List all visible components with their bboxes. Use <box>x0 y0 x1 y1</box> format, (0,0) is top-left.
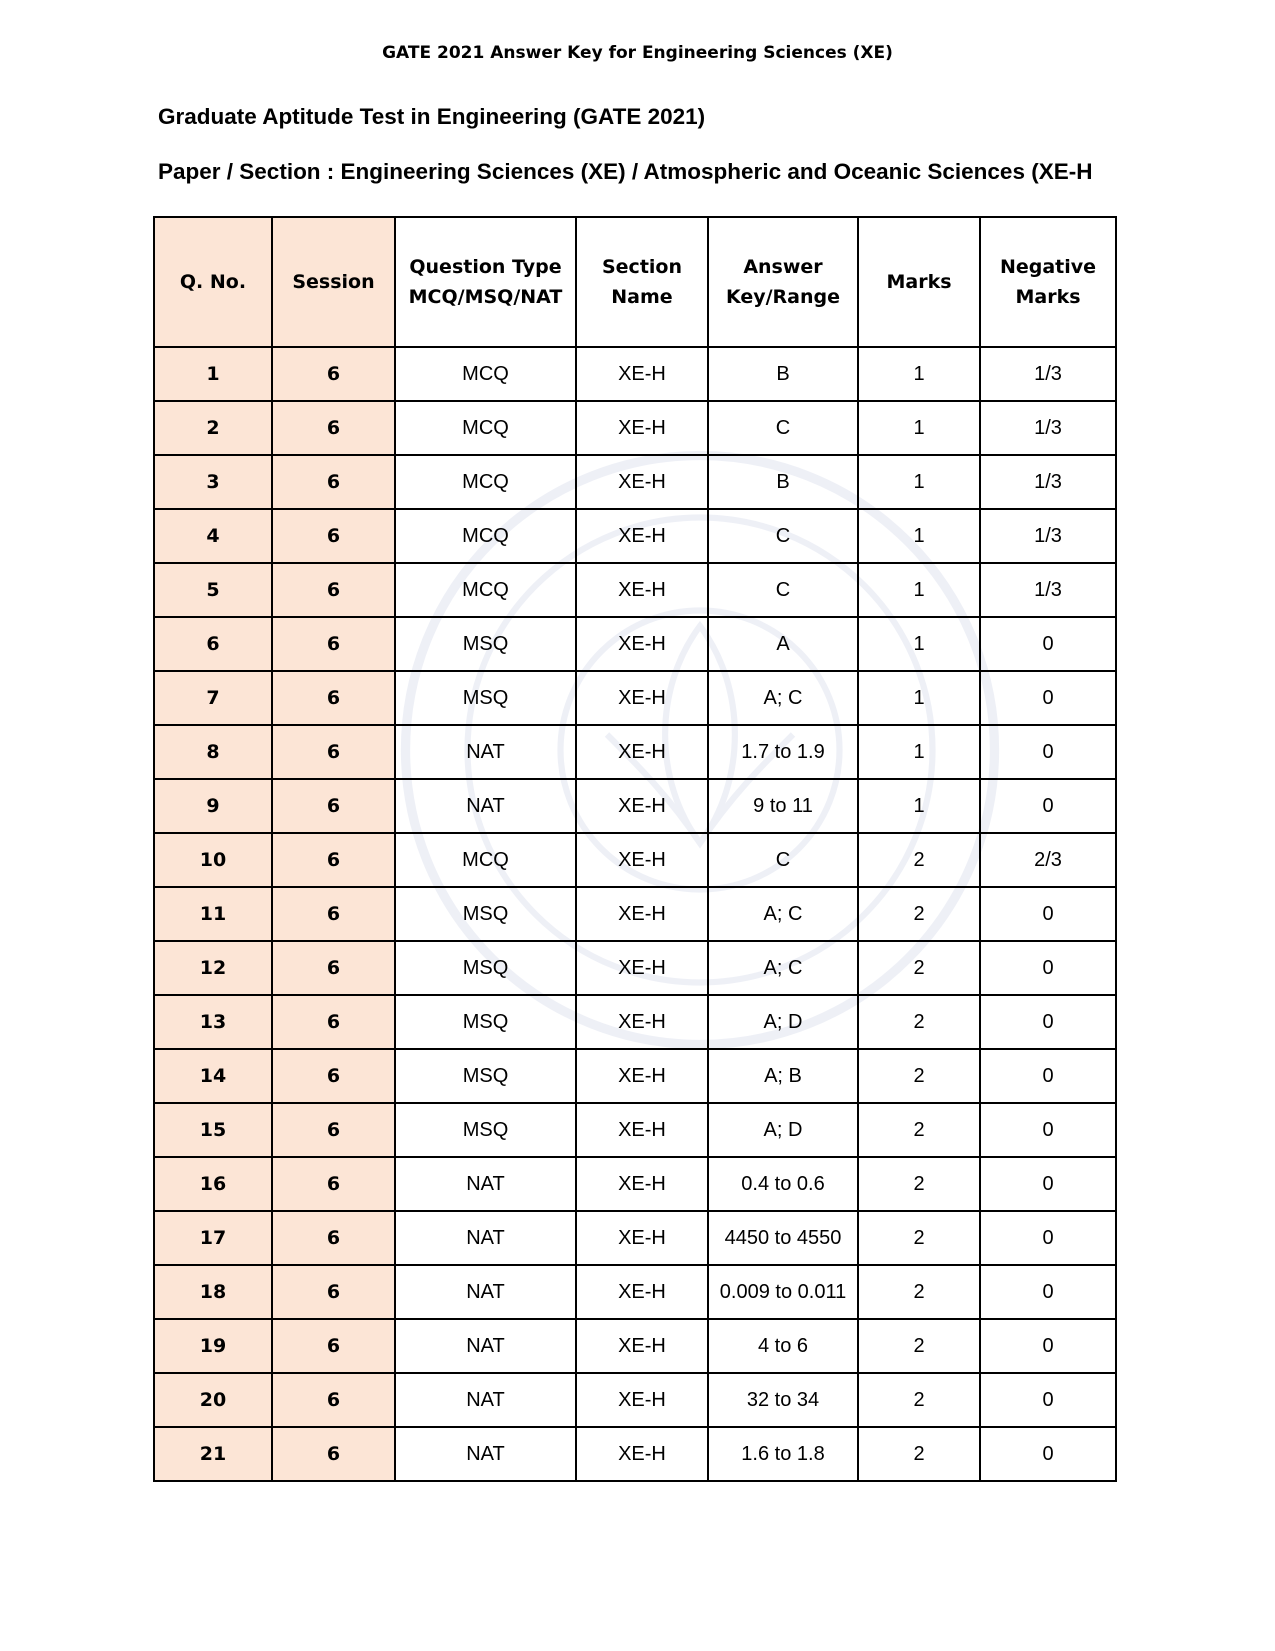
cell-marks: 2 <box>858 1211 980 1265</box>
cell-negative-marks: 0 <box>980 1373 1116 1427</box>
table-row <box>154 401 1116 455</box>
table-row <box>154 617 1116 671</box>
cell-negative-marks: 0 <box>980 941 1116 995</box>
cell-q-no: 18 <box>154 1265 272 1319</box>
table-row <box>154 671 1116 725</box>
cell-question-type: NAT <box>395 1373 576 1427</box>
table-row <box>154 1373 1116 1427</box>
cell-question-type: MSQ <box>395 1103 576 1157</box>
cell-q-no: 4 <box>154 509 272 563</box>
cell-session: 6 <box>272 995 395 1049</box>
cell-negative-marks: 0 <box>980 671 1116 725</box>
cell-session: 6 <box>272 401 395 455</box>
cell-session: 6 <box>272 887 395 941</box>
cell-negative-marks: 0 <box>980 1319 1116 1373</box>
cell-negative-marks: 1/3 <box>980 563 1116 617</box>
cell-session: 6 <box>272 1157 395 1211</box>
cell-q-no: 2 <box>154 401 272 455</box>
cell-q-no: 17 <box>154 1211 272 1265</box>
header-question-type: Question Type MCQ/MSQ/NAT <box>395 217 576 347</box>
cell-negative-marks: 1/3 <box>980 509 1116 563</box>
table-row <box>154 833 1116 887</box>
cell-question-type: MSQ <box>395 671 576 725</box>
cell-section-name: XE-H <box>576 725 708 779</box>
table-row <box>154 941 1116 995</box>
table-row <box>154 725 1116 779</box>
cell-section-name: XE-H <box>576 1265 708 1319</box>
cell-question-type: MCQ <box>395 833 576 887</box>
cell-negative-marks: 0 <box>980 887 1116 941</box>
cell-q-no: 3 <box>154 455 272 509</box>
cell-answer-key: 32 to 34 <box>708 1373 858 1427</box>
cell-section-name: XE-H <box>576 563 708 617</box>
cell-marks: 2 <box>858 1157 980 1211</box>
cell-marks: 1 <box>858 671 980 725</box>
cell-answer-key: C <box>708 563 858 617</box>
cell-marks: 1 <box>858 347 980 401</box>
cell-marks: 1 <box>858 779 980 833</box>
cell-section-name: XE-H <box>576 347 708 401</box>
cell-question-type: MCQ <box>395 455 576 509</box>
cell-answer-key: 0.4 to 0.6 <box>708 1157 858 1211</box>
cell-marks: 2 <box>858 1427 980 1481</box>
cell-session: 6 <box>272 509 395 563</box>
table-body <box>154 347 1116 1481</box>
cell-question-type: MSQ <box>395 1049 576 1103</box>
cell-session: 6 <box>272 563 395 617</box>
cell-q-no: 16 <box>154 1157 272 1211</box>
cell-question-type: NAT <box>395 1157 576 1211</box>
cell-session: 6 <box>272 1373 395 1427</box>
cell-marks: 2 <box>858 1319 980 1373</box>
cell-section-name: XE-H <box>576 671 708 725</box>
cell-section-name: XE-H <box>576 995 708 1049</box>
table-header-row <box>154 217 1116 347</box>
cell-marks: 1 <box>858 725 980 779</box>
cell-q-no: 15 <box>154 1103 272 1157</box>
page-header: GATE 2021 Answer Key for Engineering Sciences (XE) <box>382 43 893 63</box>
table-row <box>154 1211 1116 1265</box>
cell-answer-key: C <box>708 509 858 563</box>
cell-session: 6 <box>272 455 395 509</box>
cell-negative-marks: 0 <box>980 1265 1116 1319</box>
cell-section-name: XE-H <box>576 779 708 833</box>
cell-answer-key: 4450 to 4550 <box>708 1211 858 1265</box>
table-row <box>154 347 1116 401</box>
cell-q-no: 13 <box>154 995 272 1049</box>
cell-answer-key: A; B <box>708 1049 858 1103</box>
cell-section-name: XE-H <box>576 617 708 671</box>
cell-negative-marks: 0 <box>980 1157 1116 1211</box>
cell-question-type: NAT <box>395 1211 576 1265</box>
cell-q-no: 12 <box>154 941 272 995</box>
cell-q-no: 8 <box>154 725 272 779</box>
cell-section-name: XE-H <box>576 401 708 455</box>
cell-negative-marks: 0 <box>980 1211 1116 1265</box>
cell-session: 6 <box>272 725 395 779</box>
cell-answer-key: 1.7 to 1.9 <box>708 725 858 779</box>
cell-session: 6 <box>272 1319 395 1373</box>
cell-answer-key: 9 to 11 <box>708 779 858 833</box>
cell-marks: 1 <box>858 563 980 617</box>
cell-q-no: 20 <box>154 1373 272 1427</box>
cell-answer-key: A; C <box>708 887 858 941</box>
cell-question-type: NAT <box>395 1427 576 1481</box>
cell-negative-marks: 0 <box>980 1427 1116 1481</box>
table-row <box>154 1103 1116 1157</box>
cell-section-name: XE-H <box>576 455 708 509</box>
table-row <box>154 509 1116 563</box>
cell-answer-key: 1.6 to 1.8 <box>708 1427 858 1481</box>
cell-negative-marks: 0 <box>980 779 1116 833</box>
cell-q-no: 7 <box>154 671 272 725</box>
cell-q-no: 21 <box>154 1427 272 1481</box>
table-row <box>154 563 1116 617</box>
cell-answer-key: C <box>708 833 858 887</box>
cell-negative-marks: 0 <box>980 617 1116 671</box>
document-title: Graduate Aptitude Test in Engineering (GATE 2021) <box>158 104 706 129</box>
cell-negative-marks: 0 <box>980 995 1116 1049</box>
cell-marks: 2 <box>858 833 980 887</box>
cell-section-name: XE-H <box>576 941 708 995</box>
cell-question-type: NAT <box>395 1265 576 1319</box>
cell-question-type: MCQ <box>395 401 576 455</box>
cell-question-type: NAT <box>395 725 576 779</box>
cell-answer-key: A <box>708 617 858 671</box>
cell-session: 6 <box>272 1103 395 1157</box>
cell-negative-marks: 1/3 <box>980 401 1116 455</box>
cell-marks: 1 <box>858 455 980 509</box>
cell-q-no: 5 <box>154 563 272 617</box>
cell-q-no: 19 <box>154 1319 272 1373</box>
cell-answer-key: A; C <box>708 671 858 725</box>
cell-answer-key: A; D <box>708 995 858 1049</box>
cell-marks: 2 <box>858 1373 980 1427</box>
cell-session: 6 <box>272 1265 395 1319</box>
cell-section-name: XE-H <box>576 1427 708 1481</box>
cell-marks: 2 <box>858 1265 980 1319</box>
cell-session: 6 <box>272 671 395 725</box>
table-row <box>154 779 1116 833</box>
cell-session: 6 <box>272 617 395 671</box>
cell-question-type: MSQ <box>395 617 576 671</box>
cell-answer-key: A; D <box>708 1103 858 1157</box>
table-row <box>154 455 1116 509</box>
cell-session: 6 <box>272 1427 395 1481</box>
cell-section-name: XE-H <box>576 1049 708 1103</box>
table-row <box>154 1319 1116 1373</box>
cell-session: 6 <box>272 1049 395 1103</box>
cell-answer-key: 4 to 6 <box>708 1319 858 1373</box>
cell-answer-key: B <box>708 347 858 401</box>
cell-question-type: NAT <box>395 1319 576 1373</box>
cell-session: 6 <box>272 941 395 995</box>
header-session: Session <box>272 217 395 347</box>
cell-answer-key: C <box>708 401 858 455</box>
cell-q-no: 9 <box>154 779 272 833</box>
table-row <box>154 1157 1116 1211</box>
cell-section-name: XE-H <box>576 1319 708 1373</box>
cell-marks: 1 <box>858 401 980 455</box>
document-subtitle: Paper / Section : Engineering Sciences (XE) / Atmospheric and Oceanic Sciences (XE-H <box>158 159 1093 184</box>
cell-marks: 1 <box>858 617 980 671</box>
cell-question-type: MSQ <box>395 995 576 1049</box>
cell-negative-marks: 0 <box>980 725 1116 779</box>
header-marks: Marks <box>858 217 980 347</box>
cell-q-no: 14 <box>154 1049 272 1103</box>
cell-session: 6 <box>272 1211 395 1265</box>
cell-marks: 2 <box>858 1049 980 1103</box>
header-negative-marks: Negative Marks <box>980 217 1116 347</box>
cell-marks: 2 <box>858 887 980 941</box>
cell-q-no: 11 <box>154 887 272 941</box>
cell-negative-marks: 2/3 <box>980 833 1116 887</box>
cell-question-type: MSQ <box>395 941 576 995</box>
cell-q-no: 1 <box>154 347 272 401</box>
header-q-no: Q. No. <box>154 217 272 347</box>
table-row <box>154 887 1116 941</box>
cell-negative-marks: 0 <box>980 1103 1116 1157</box>
cell-answer-key: 0.009 to 0.011 <box>708 1265 858 1319</box>
cell-session: 6 <box>272 347 395 401</box>
cell-marks: 2 <box>858 941 980 995</box>
answer-key-table <box>153 216 1117 1482</box>
cell-question-type: MSQ <box>395 887 576 941</box>
cell-section-name: XE-H <box>576 833 708 887</box>
cell-section-name: XE-H <box>576 1103 708 1157</box>
cell-session: 6 <box>272 833 395 887</box>
table-row <box>154 1049 1116 1103</box>
cell-negative-marks: 1/3 <box>980 347 1116 401</box>
cell-section-name: XE-H <box>576 887 708 941</box>
cell-negative-marks: 0 <box>980 1049 1116 1103</box>
table-row <box>154 995 1116 1049</box>
cell-section-name: XE-H <box>576 1373 708 1427</box>
cell-answer-key: A; C <box>708 941 858 995</box>
cell-marks: 2 <box>858 995 980 1049</box>
cell-session: 6 <box>272 779 395 833</box>
cell-question-type: MCQ <box>395 509 576 563</box>
cell-question-type: NAT <box>395 779 576 833</box>
cell-section-name: XE-H <box>576 1211 708 1265</box>
cell-negative-marks: 1/3 <box>980 455 1116 509</box>
cell-section-name: XE-H <box>576 509 708 563</box>
cell-answer-key: B <box>708 455 858 509</box>
cell-question-type: MCQ <box>395 563 576 617</box>
table-row <box>154 1265 1116 1319</box>
cell-q-no: 6 <box>154 617 272 671</box>
header-answer-key: Answer Key/Range <box>708 217 858 347</box>
cell-marks: 2 <box>858 1103 980 1157</box>
cell-marks: 1 <box>858 509 980 563</box>
table-row <box>154 1427 1116 1481</box>
header-section-name: Section Name <box>576 217 708 347</box>
cell-q-no: 10 <box>154 833 272 887</box>
cell-question-type: MCQ <box>395 347 576 401</box>
cell-section-name: XE-H <box>576 1157 708 1211</box>
